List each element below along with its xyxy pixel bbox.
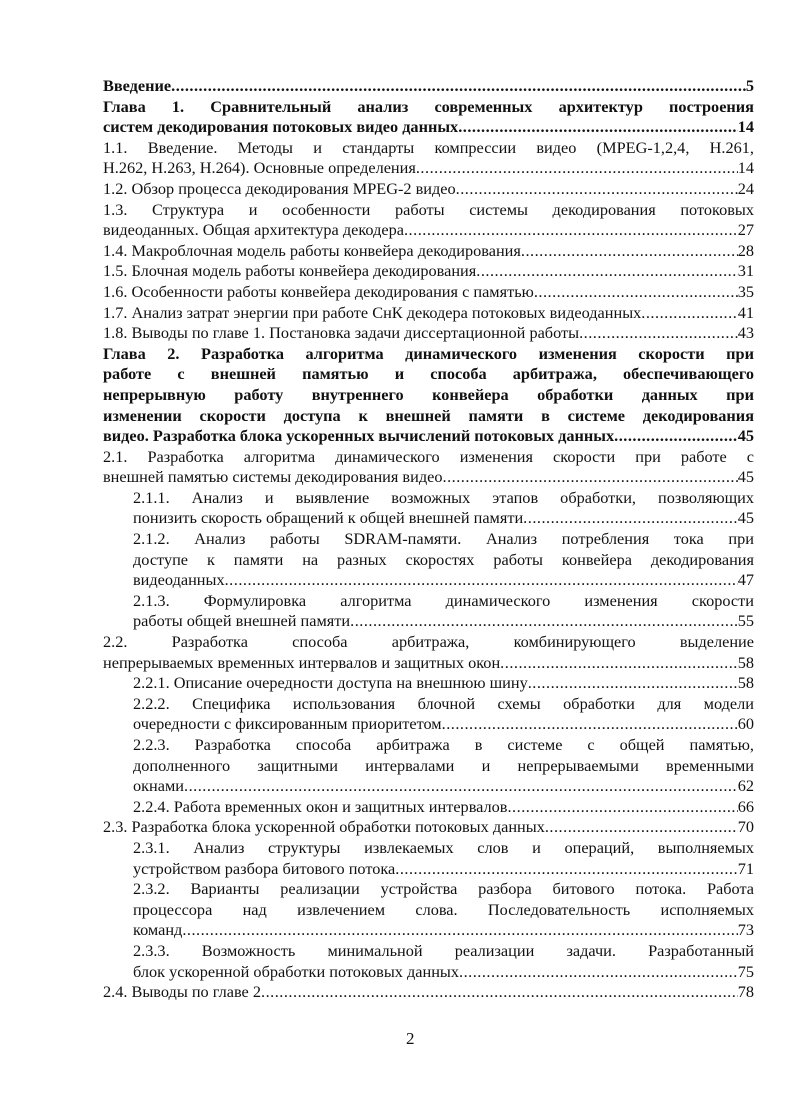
toc-entry-title: 2.2.1. Описание очередности доступа на внешнюю шину <box>133 673 528 693</box>
dot-leader <box>225 570 738 591</box>
toc-entry-title: устройством разбора битового потока <box>133 858 396 878</box>
toc-entry-last-line <box>133 797 754 818</box>
toc-entry-last-line <box>133 508 754 529</box>
dot-leader <box>261 982 738 1003</box>
toc-entry-title: 1.8. Выводы по главе 1. Постановка задачи диссертационной работы <box>103 323 580 343</box>
dot-leader <box>641 303 737 324</box>
toc-entry-title: очередности с фиксированным приоритетом <box>133 714 442 734</box>
toc-entry-line: дополненного защитными интервалами и непрерываемыми временными <box>133 755 754 775</box>
toc-entry[interactable] <box>103 529 754 591</box>
page-number: 2 <box>406 1029 415 1048</box>
toc-page-number: 14 <box>737 158 754 178</box>
toc-entry-line: 2.3.2. Варианты реализации устройства разбора битового потока. Работа <box>133 879 754 899</box>
toc-entry-line: 2.1.2. Анализ работы SDRAM-памяти. Анализ потребления тока при <box>133 529 754 549</box>
toc-entry-line: 2.1.3. Формулировка алгоритма динамического изменения скорости <box>133 590 754 610</box>
toc-entry-line: процессора над извлечением слова. Последовательность исполняемых <box>133 899 754 919</box>
toc-page-number: 78 <box>737 982 754 1002</box>
toc-page-number: 45 <box>737 508 754 528</box>
toc-page-number: 31 <box>737 261 754 281</box>
toc-entry-title: 2.2.4. Работа временных окон и защитных интервалов <box>133 796 508 816</box>
dot-leader <box>523 508 738 529</box>
toc-entry-last-line <box>133 859 754 880</box>
dot-leader <box>614 426 738 447</box>
toc-entry[interactable] <box>103 694 754 735</box>
toc-entry-last-line <box>133 776 754 797</box>
dot-leader <box>442 714 738 735</box>
toc-entry-title: внешней памятью системы декодирования видео <box>103 467 443 487</box>
toc-entry-last-line <box>133 611 754 632</box>
toc-page-number: 43 <box>737 323 754 343</box>
toc-entry-title: 1.4. Макроблочная модель работы конвейера декодирования <box>103 240 521 260</box>
toc-entry-last-line <box>103 323 754 344</box>
toc-entry-line: Глава 1. Сравнительный анализ современных архитектур построения <box>103 96 754 116</box>
toc-entry-line: Глава 2. Разработка алгоритма динамического изменения скорости при <box>103 343 754 363</box>
toc-entry[interactable] <box>103 200 754 241</box>
toc-entry-title: окнами <box>133 776 185 796</box>
toc-entry-title: 1.6. Особенности работы конвейера декодирования с памятью <box>103 281 534 301</box>
toc-entry-title: видеоданных. Общая архитектура декодера <box>103 220 404 240</box>
toc-entry-title: работы общей внешней памяти <box>133 611 351 631</box>
toc-entry-last-line <box>133 962 754 983</box>
dot-leader <box>350 611 738 632</box>
toc-entry-title: 2.3. Разработка блока ускоренной обработки потоковых данных <box>103 817 545 837</box>
toc-entry-line: 2.1. Разработка алгоритма динамического изменения скорости при работе с <box>103 446 754 466</box>
toc-entry-title: 1.7. Анализ затрат энергии при работе СнК декодера потоковых видеоданных <box>103 302 642 322</box>
toc-entry-line: 2.1.1. Анализ и выявление возможных этапов обработки, позволяющих <box>133 487 754 507</box>
toc-entry[interactable] <box>103 261 754 282</box>
toc-entry-title: видеоданных <box>133 570 225 590</box>
toc-page-number: 47 <box>737 570 754 590</box>
toc-entry-last-line <box>103 179 754 200</box>
toc-entry-last-line <box>103 220 754 241</box>
toc-entry[interactable] <box>103 138 754 179</box>
toc-entry-last-line <box>103 467 754 488</box>
toc-entry-line: 2.3.1. Анализ структуры извлекаемых слов и операций, выполняемых <box>133 837 754 857</box>
dot-leader <box>443 467 738 488</box>
toc-entry-last-line <box>133 920 754 941</box>
toc-entry[interactable] <box>103 76 754 97</box>
toc-page-number: 75 <box>737 961 754 981</box>
dot-leader <box>459 962 738 983</box>
toc-page-number: 58 <box>737 652 754 672</box>
toc-entry-title: блок ускоренной обработки потоковых данных <box>133 961 459 981</box>
toc-page-number: 41 <box>737 302 754 322</box>
toc-page-number: 62 <box>737 776 754 796</box>
toc-entry-line: работе с внешней памятью и способа арбитража, обеспечивающего <box>103 364 754 384</box>
toc-entry[interactable] <box>103 447 754 488</box>
toc-page-number: 58 <box>737 673 754 693</box>
toc-entry-title: 1.2. Обзор процесса декодирования MPEG-2 видео <box>103 178 456 198</box>
toc-entry-line: изменении скорости доступа к внешней памяти в системе декодирования <box>103 405 754 425</box>
toc-entry-last-line <box>133 714 754 735</box>
toc-entry-line: 2.2.3. Разработка способа арбитража в системе с общей памятью, <box>133 735 754 754</box>
toc-page-number: 27 <box>737 220 754 240</box>
toc-entry-line: доступе к памяти на разных скоростях работы конвейера декодирования <box>133 549 754 569</box>
dot-leader <box>476 261 737 282</box>
toc-page-number: 14 <box>737 117 754 137</box>
dot-leader <box>579 323 738 344</box>
dot-leader <box>404 220 738 241</box>
toc-page-number: 66 <box>737 796 754 816</box>
dot-leader <box>545 817 738 838</box>
toc-page-number: 73 <box>737 920 754 940</box>
toc-page-number: 24 <box>737 178 754 198</box>
toc-entry[interactable] <box>103 817 754 838</box>
dot-leader <box>521 241 738 262</box>
toc-entry[interactable] <box>103 97 754 138</box>
dot-leader <box>458 117 738 138</box>
toc-entry-line: непрерывную работу внутреннего конвейера обработки данных при <box>103 384 754 404</box>
toc-entry-title: H.262, H.263, H.264). Основные определения <box>103 158 416 178</box>
toc-entry-line: 1.1. Введение. Методы и стандарты компрессии видео (MPEG-1,2,4, H.261, <box>103 137 754 157</box>
toc-entry[interactable] <box>103 879 754 941</box>
dot-leader <box>182 920 737 941</box>
toc-entry-title: систем декодирования потоковых видео данных <box>103 117 459 137</box>
table-of-contents <box>103 76 754 1003</box>
dot-leader <box>528 673 738 694</box>
toc-entry[interactable] <box>103 344 754 447</box>
toc-page-number: 45 <box>737 426 754 446</box>
toc-entry-last-line <box>103 261 754 282</box>
dot-leader <box>416 158 738 179</box>
toc-entry[interactable] <box>103 323 754 344</box>
toc-entry-last-line <box>103 158 754 179</box>
dot-leader <box>534 282 738 303</box>
toc-page-number: 71 <box>737 858 754 878</box>
toc-entry[interactable] <box>103 673 754 694</box>
toc-entry-last-line <box>103 117 754 138</box>
toc-entry-last-line <box>103 817 754 838</box>
toc-entry-title: видео. Разработка блока ускоренных вычислений потоковых данных <box>103 426 615 446</box>
toc-entry[interactable] <box>103 735 754 797</box>
toc-entry[interactable] <box>103 632 754 673</box>
toc-entry[interactable] <box>103 488 754 529</box>
toc-entry-title: 2.4. Выводы по главе 2 <box>103 982 261 1002</box>
dot-leader <box>184 776 738 797</box>
toc-page-number: 28 <box>737 240 754 260</box>
toc-entry[interactable] <box>103 179 754 200</box>
toc-entry-last-line <box>103 426 754 447</box>
toc-entry-title: непрерываемых временных интервалов и защитных окон <box>103 652 501 672</box>
toc-entry[interactable] <box>103 591 754 632</box>
toc-entry-title: 1.5. Блочная модель работы конвейера декодирования <box>103 261 477 281</box>
toc-entry-last-line <box>133 673 754 694</box>
dot-leader <box>456 179 738 200</box>
dot-leader <box>171 76 746 97</box>
dot-leader <box>395 859 737 880</box>
toc-entry-line: 2.2. Разработка способа арбитража, комбинирующего выделение <box>103 632 754 652</box>
dot-leader <box>500 653 738 674</box>
toc-page-number: 35 <box>737 281 754 301</box>
toc-entry-last-line <box>103 76 754 97</box>
toc-entry-line: 2.2.2. Специфика использования блочной схемы обработки для модели <box>133 693 754 713</box>
toc-page-number: 45 <box>737 467 754 487</box>
toc-entry[interactable] <box>103 941 754 982</box>
dot-leader <box>507 797 737 818</box>
toc-entry-title: команд <box>133 920 183 940</box>
toc-entry-last-line <box>103 282 754 303</box>
toc-page-number: 60 <box>737 714 754 734</box>
toc-entry-title: понизить скорость обращений к общей внешней памяти <box>133 508 524 528</box>
toc-entry-last-line <box>103 241 754 262</box>
toc-entry-line: 2.3.3. Возможность минимальной реализации задачи. Разработанный <box>133 940 754 960</box>
toc-page-number: 5 <box>745 76 754 95</box>
toc-entry[interactable] <box>103 241 754 262</box>
toc-entry[interactable] <box>103 982 754 1003</box>
toc-entry-title: Введение <box>103 76 172 95</box>
toc-entry-last-line <box>103 982 754 1003</box>
toc-entry-last-line <box>103 303 754 324</box>
toc-entry[interactable] <box>103 303 754 324</box>
toc-entry[interactable] <box>103 838 754 879</box>
toc-entry[interactable] <box>103 282 754 303</box>
toc-page-number: 55 <box>737 611 754 631</box>
toc-entry-line: 1.3. Структура и особенности работы системы декодирования потоковых <box>103 199 754 219</box>
toc-entry[interactable] <box>103 797 754 818</box>
toc-page-number: 70 <box>737 817 754 837</box>
toc-entry-last-line <box>103 653 754 674</box>
toc-entry-last-line <box>133 570 754 591</box>
